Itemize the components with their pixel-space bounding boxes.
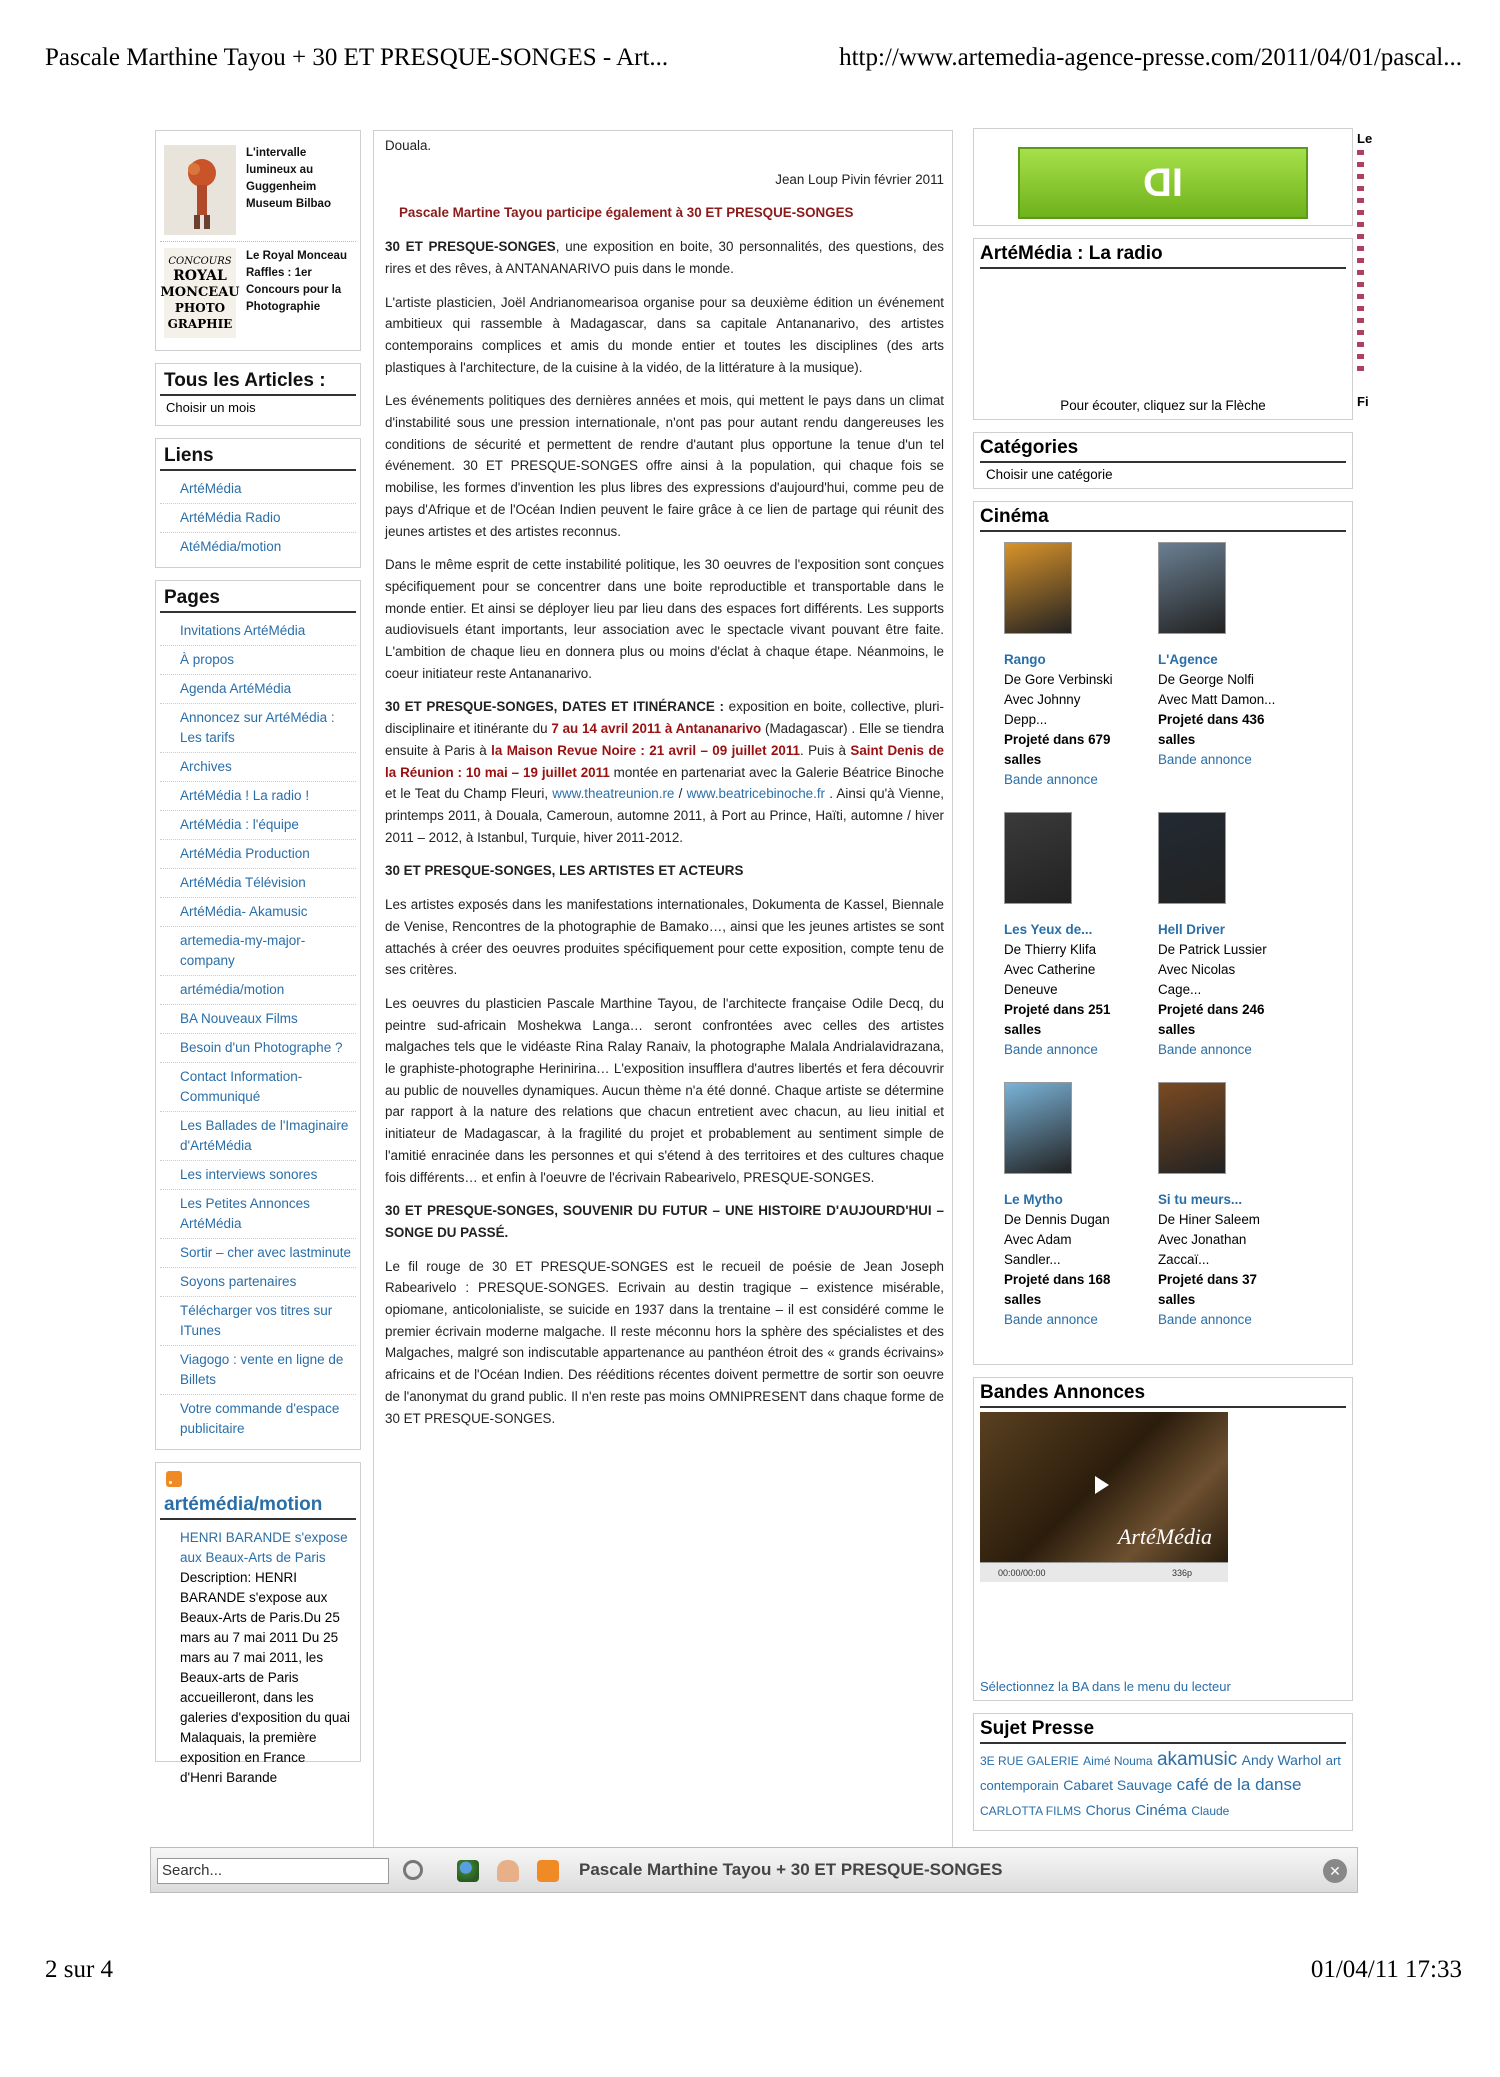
movie-poster[interactable] xyxy=(1158,812,1226,904)
play-icon[interactable] xyxy=(1095,1476,1109,1494)
movie-item xyxy=(1158,812,1312,1060)
movie-screens: salles xyxy=(1158,732,1196,747)
page-link[interactable]: Contact Information-Communiqué xyxy=(160,1063,356,1112)
movie-item xyxy=(1004,1082,1158,1330)
movie-item xyxy=(1004,542,1158,790)
svg-text:CONCOURS: CONCOURS xyxy=(168,256,232,267)
trailer-link[interactable]: Bande annonce xyxy=(1158,1042,1252,1057)
categories-title: Catégories xyxy=(980,437,1346,463)
heading-text: 30 ET PRESQUE-SONGES, SOUVENIR DU FUTUR – UNE HISTOIRE D'AUJOURD'HUI – SONGE DU PASSÉ. xyxy=(385,1203,944,1240)
page-link[interactable]: Sortir – cher avec lastminute xyxy=(160,1239,356,1268)
edge-text: Fi xyxy=(1357,394,1369,409)
tags-title: Sujet Presse xyxy=(980,1718,1346,1744)
movie-cast: Avec Matt Damon... xyxy=(1158,692,1276,707)
tag-link[interactable]: akamusic xyxy=(1156,1749,1238,1770)
date-highlight: Saint Denis de la Réunion : 10 mai – 19 juillet 2011 xyxy=(385,742,944,780)
article-paragraph xyxy=(385,236,944,279)
movie-screens: salles xyxy=(1004,752,1042,767)
rss-icon[interactable] xyxy=(166,1471,182,1487)
trailer-link[interactable]: Bande annonce xyxy=(1158,1312,1252,1327)
movie-screens: Projeté dans 679 xyxy=(1004,732,1111,747)
movie-title[interactable]: L'Agence xyxy=(1158,652,1218,667)
movie-item xyxy=(1158,542,1312,790)
page-link[interactable]: ArtéMédia Production xyxy=(160,840,356,869)
paragraph-text: , une exposition en boite, 30 personnalités, des questions, des rires et des rêves, à ANTANANARIVO puis dans le monde. xyxy=(385,239,945,276)
edge-icons xyxy=(1357,150,1364,372)
date-highlight: 7 au 14 avril 2011 à Antananarivo xyxy=(551,721,762,737)
paragraph-text: exposition en boite, collective, pluri-disciplinaire et itinérante du xyxy=(385,699,944,737)
page-link[interactable]: Télécharger vos titres sur ITunes xyxy=(160,1297,356,1346)
movie-title[interactable]: Les Yeux de... xyxy=(1004,922,1093,937)
clipped-edge-column xyxy=(1357,131,1371,409)
categories-box xyxy=(973,432,1353,489)
player-logo: ArtéMédia xyxy=(1117,1524,1212,1549)
article-paragraph: Douala. xyxy=(385,138,432,153)
pages-box xyxy=(155,580,361,1450)
edge-text: Le xyxy=(1357,131,1373,146)
article-paragraph: Les oeuvres du plasticien Pascale Marthine Tayou, de l'architecte française Odile Decq, du peintre sud-africain Moshekwa Langa… seront confrontées avec celles des artistes malgaches tels que le vidéaste Rina Ralay Ranaiv, la photographe Malala Andrialavidrazana, le graphiste-photographe Herinirina… L'exposition insufflera d'autres libertés et fera découvrir au public de nouvelles dynamiques. Aucun thème n'a été donné. Chaque artiste se détermine par rapport à la nature des relations que chacun entretient avec chacun, au lieu initial et initiateur de Madagascar, à la fragilité du projet et probablement au sentiment simple de l'amitié enracinée dans les personnes et qui s'étend à des territoires et des cultures chaque fois différents… et enfin à l'oeuvre de l'écrivain Rabearivelo, PRESQUE-SONGES. xyxy=(385,995,944,1185)
tag-link[interactable]: Aimé Nouma xyxy=(1083,1754,1153,1768)
cinema-title: Cinéma xyxy=(980,506,1346,532)
article-paragraph-dates xyxy=(385,696,944,848)
page-link[interactable]: Votre commande d'espace publicitaire xyxy=(180,1401,340,1436)
beatricebinoche-link[interactable]: www.beatricebinoche.fr xyxy=(686,786,825,802)
link-artemedia-radio[interactable]: ArtéMédia Radio xyxy=(160,504,356,533)
banner-label: ID xyxy=(1143,160,1183,205)
page-link[interactable]: ArtéMédia ! La radio ! xyxy=(160,782,356,811)
page-link[interactable]: artémédia/motion xyxy=(160,976,356,1005)
article-paragraph: Dans le même esprit de cette instabilité politique, les 30 oeuvres de l'exposition sont conçues spécifiquement pour se concentrer dans une boite reproductible et transportable dans le monde entier. Et ainsi se déployer lieu par lieu dans des espaces fort différents. Les supports audiovisuels étant importants, leur association avec le spectacle vivant pouvant être faite. L'ambition de chaque lieu en donnera plus ou moins d'éclat à chaque étape. Néanmoins, le coeur initiateur reste Antananarivo. xyxy=(385,557,944,681)
section-heading xyxy=(385,860,944,882)
trailer-link[interactable]: Bande annonce xyxy=(1158,752,1252,767)
print-header-title: Pascale Marthine Tayou + 30 ET PRESQUE-SONGES - Art... xyxy=(45,44,669,71)
pages-title: Pages xyxy=(160,585,356,613)
paragraph-text: . Puis à xyxy=(800,742,851,758)
page-link[interactable]: Soyons partenaires xyxy=(160,1268,356,1297)
movie-title[interactable]: Le Mytho xyxy=(1004,1192,1063,1207)
guggenheim-thumbnail[interactable] xyxy=(164,145,236,235)
page-link[interactable]: BA Nouveaux Films xyxy=(160,1005,356,1034)
page-link[interactable]: artemedia-my-major-company xyxy=(160,927,356,976)
movie-cast: Zaccaï... xyxy=(1158,1252,1210,1267)
trailers-title: Bandes Annonces xyxy=(980,1382,1346,1408)
month-select[interactable]: Choisir un mois xyxy=(166,400,256,415)
page-link[interactable]: ArtéMédia- Akamusic xyxy=(160,898,356,927)
page-link[interactable]: Agenda ArtéMédia xyxy=(160,675,356,704)
svg-text:MONCEAU: MONCEAU xyxy=(160,285,240,300)
tag-link[interactable]: Cabaret Sauvage xyxy=(1063,1777,1173,1793)
right-sidebar xyxy=(973,130,1353,1843)
paragraph-text: . Ainsi qu'à Vienne, printemps 2011, à Douala, Cameroun, automne 2011, à Port au Prince, Haïti, automne / hiver 2011 – 2012, à Istanbul, Turquie, hiver 2011-2012. xyxy=(385,786,944,845)
video-player[interactable] xyxy=(980,1412,1228,1582)
movie-director: De George Nolfi xyxy=(1158,672,1255,687)
print-footer-page: 2 sur 4 xyxy=(45,1956,114,1983)
movie-screens: Projeté dans 436 xyxy=(1158,712,1265,727)
archives-box xyxy=(155,363,361,426)
article-body xyxy=(373,130,953,1870)
featured-item[interactable] xyxy=(160,139,356,242)
close-icon[interactable]: ✕ xyxy=(1323,1859,1347,1883)
featured-caption[interactable]: Le Royal Monceau Raffles : 1er Concours pour la Photographie xyxy=(246,250,347,313)
tag-link[interactable]: Claude xyxy=(1191,1804,1230,1818)
movie-title[interactable]: Si tu meurs... xyxy=(1158,1192,1243,1207)
movie-screens: salles xyxy=(1158,1292,1196,1307)
movie-screens: Projeté dans 251 xyxy=(1004,1002,1111,1017)
paragraph-text: / xyxy=(674,786,687,802)
svg-text:GRAPHIE: GRAPHIE xyxy=(167,317,233,331)
player-controls[interactable] xyxy=(980,1562,1228,1582)
trailer-link[interactable]: Bande annonce xyxy=(1004,772,1098,787)
movie-cast: Avec Johnny xyxy=(1004,692,1081,707)
toolbar-search-input[interactable]: Search... xyxy=(157,1858,389,1884)
date-highlight: la Maison Revue Noire : 21 avril – 09 juillet 2011 xyxy=(491,742,800,758)
left-sidebar xyxy=(155,130,361,1785)
movie-cast: Depp... xyxy=(1004,712,1048,727)
tag-link[interactable]: Chorus xyxy=(1085,1802,1131,1818)
tag-link[interactable]: 3E RUE GALERIE xyxy=(980,1754,1079,1768)
tags-box xyxy=(973,1713,1353,1831)
movie-cast: Sandler... xyxy=(1004,1252,1061,1267)
movie-cast: Avec Catherine xyxy=(1004,962,1096,977)
trailer-link[interactable]: Bande annonce xyxy=(1004,1042,1098,1057)
movie-director: De Dennis Dugan xyxy=(1004,1212,1110,1227)
movie-screens: salles xyxy=(1004,1022,1042,1037)
archives-title: Tous les Articles : xyxy=(160,368,356,396)
page-link[interactable]: À propos xyxy=(160,646,356,675)
people-icon[interactable] xyxy=(457,1860,479,1882)
movie-item xyxy=(1158,1082,1312,1330)
print-header-url: http://www.artemedia-agence-presse.com/2011/04/01/pascal... xyxy=(839,44,1462,71)
page-link[interactable]: Les Ballades de l'Imaginaire d'ArtéMédia xyxy=(160,1112,356,1161)
motion-description: Description: HENRI BARANDE s'expose aux Beaux-Arts de Paris.Du 25 mars au 7 mai 2011 Du 25 mars au 7 mai 2011, les Beaux-arts de Paris accueilleront, dans les galeries d'exposition du quai Malaquais, la première exposition en France d'Henri Barande xyxy=(180,1570,350,1785)
print-footer-datetime: 01/04/11 17:33 xyxy=(1310,1956,1462,1983)
radio-hint: Pour écouter, cliquez sur la Flèche xyxy=(1060,398,1266,413)
movie-director: De Thierry Klifa xyxy=(1004,942,1097,957)
ad-box xyxy=(973,128,1353,226)
movie-screens: Projeté dans 168 xyxy=(1004,1272,1111,1287)
toolbar-page-title: Pascale Marthine Tayou + 30 ET PRESQUE-SONGES xyxy=(579,1860,1003,1879)
page-link[interactable]: Archives xyxy=(160,753,356,782)
article-signature: Jean Loup Pivin février 2011 xyxy=(775,171,944,187)
page-link[interactable]: Annoncez sur ArtéMédia : Les tarifs xyxy=(160,704,356,753)
tag-link[interactable]: café de la danse xyxy=(1176,1775,1302,1794)
tag-link[interactable]: Cinéma xyxy=(1135,1802,1187,1819)
page-link[interactable]: Viagogo : vente en ligne de Billets xyxy=(160,1346,356,1395)
movie-cast: Avec Jonathan xyxy=(1158,1232,1247,1247)
movie-director: De Hiner Saleem xyxy=(1158,1212,1260,1227)
page-link[interactable]: Les interviews sonores xyxy=(160,1161,356,1190)
article-paragraph: Le fil rouge de 30 ET PRESQUE-SONGES est le recueil de poésie de Jean Joseph Rabearivelo : PRESQUE-SONGES. Ecrivain au destin tragique – existence misérable, opiomane, anticolonialiste, se suicide en 1937 dans la trentaine – il est considéré comme le premier écrivain moderne malgache. Il reste méconnu hors la sphère des spécialistes et des Malgaches, malgré son indiscutable appartenance au panthéon étroit des « grands écrivains» africains et de l'Océan Indien. Des rééditions récentes doivent permettre de sortir son oeuvre de l'anonymat du grand public. Il n'en reste pas moins OMNIPRESENT dans chaque forme de 30 ET PRESQUE-SONGES. xyxy=(385,1258,944,1426)
motion-box xyxy=(155,1462,361,1785)
trailer-link[interactable]: Bande annonce xyxy=(1004,1312,1098,1327)
movie-cast: Deneuve xyxy=(1004,982,1058,997)
tag-link[interactable]: art contemporain xyxy=(980,1753,1341,1793)
movie-item xyxy=(1004,812,1158,1060)
section-heading xyxy=(385,1200,944,1243)
movie-poster[interactable] xyxy=(1158,542,1226,634)
theatreunion-link[interactable]: www.theatreunion.re xyxy=(552,786,675,802)
tag-link[interactable]: CARLOTTA FILMS xyxy=(980,1804,1082,1818)
svg-text:ROYAL: ROYAL xyxy=(173,268,227,284)
category-select[interactable]: Choisir une catégorie xyxy=(986,467,1113,482)
movie-screens: Projeté dans 246 xyxy=(1158,1002,1265,1017)
movie-screens: Projeté dans 37 xyxy=(1158,1272,1257,1287)
motion-title[interactable]: artémédia/motion xyxy=(160,1492,356,1520)
cinema-grid xyxy=(980,536,1346,1358)
search-icon[interactable] xyxy=(403,1860,423,1880)
movie-cast: Avec Adam xyxy=(1004,1232,1072,1247)
article-paragraph: Les événements politiques des dernières années et mois, qui mettent le pays dans un climat d'instabilité sous une pression internationale, n'ont pas pour autant rendu dangereuses les conditions de sécurité et permettent de rendre d'autant plus opportune la tenue d'un tel événement. 30 ET PRESQUE-SONGES offre ainsi à la population, qui chaque fois se mobilise, les formes d'invention les plus libres des expressions d'aujourd'hui, comme peu de pays d'Afrique et de l'Océan Indien peuvent le faire grâce à ce lien de partage qui réunit des jeunes artistes et des artistes reconnus. xyxy=(385,393,944,539)
page-link[interactable]: ArtéMédia Télévision xyxy=(160,869,356,898)
featured-item[interactable] xyxy=(160,242,356,344)
movie-director: De Patrick Lussier xyxy=(1158,942,1267,957)
trailers-box xyxy=(973,1377,1353,1701)
links-box xyxy=(155,438,361,568)
links-title: Liens xyxy=(160,443,356,471)
movie-title[interactable]: Hell Driver xyxy=(1158,922,1225,937)
motion-link[interactable]: HENRI BARANDE s'expose aux Beaux-Arts de Paris xyxy=(180,1530,348,1565)
radio-box xyxy=(973,238,1353,420)
movie-poster[interactable] xyxy=(1158,1082,1226,1174)
bold-lead: 30 ET PRESQUE-SONGES xyxy=(385,239,556,255)
trailers-hint: Sélectionnez la BA dans le menu du lecteur xyxy=(980,1679,1231,1694)
green-banner-button[interactable] xyxy=(1018,147,1308,219)
movie-poster[interactable] xyxy=(1004,542,1072,634)
rss-feed-icon[interactable] xyxy=(537,1860,559,1882)
player-time: 00:00/00:00 xyxy=(998,1568,1046,1578)
article-subtitle: Pascale Martine Tayou participe également à 30 ET PRESQUE-SONGES xyxy=(399,205,854,221)
movie-screens: salles xyxy=(1158,1022,1196,1037)
featured-caption[interactable]: L'intervalle lumineux au Guggenheim Museum Bilbao xyxy=(246,147,331,210)
tag-cloud xyxy=(980,1748,1346,1823)
heading-text: 30 ET PRESQUE-SONGES, LES ARTISTES ET ACTEURS xyxy=(385,863,744,879)
movie-screens: salles xyxy=(1004,1292,1042,1307)
dates-heading: 30 ET PRESQUE-SONGES, DATES ET ITINÉRANCE : xyxy=(385,699,724,715)
svg-text:PHOTO: PHOTO xyxy=(174,301,226,315)
page-link[interactable]: ArtéMédia : l'équipe xyxy=(160,811,356,840)
movie-cast: Avec Nicolas xyxy=(1158,962,1236,977)
movie-director: De Gore Verbinski xyxy=(1004,672,1113,687)
article-paragraph: L'artiste plasticien, Joël Andrianomearisoa organise pour sa deuxième édition un événement ambitieux qui rassemble à Madagascar, dans sa capitale Antananarivo, des artistes contemporains complices et amis du monde entier et toutes les disciplines (des arts plastiques à l'architecture, de la cuisine à la vidéo, de la littérature à la musique). xyxy=(385,294,944,375)
cinema-box xyxy=(973,501,1353,1365)
movie-poster[interactable] xyxy=(1004,812,1072,904)
tag-link[interactable]: Andy Warhol xyxy=(1241,1752,1322,1768)
player-quality[interactable]: 336p xyxy=(1171,1568,1192,1578)
movie-poster[interactable] xyxy=(1004,1082,1072,1174)
movie-cast: Cage... xyxy=(1158,982,1202,997)
concours-thumbnail[interactable] xyxy=(160,248,240,338)
link-artemedia[interactable]: ArtéMédia xyxy=(160,475,356,504)
page-link[interactable]: Invitations ArtéMédia xyxy=(160,617,356,646)
floating-toolbar xyxy=(150,1847,1358,1893)
paragraph-text: (Madagascar) . Elle se tiendra ensuite à Paris à xyxy=(385,721,944,758)
featured-box xyxy=(155,130,361,351)
link-atemedia-motion[interactable]: AtéMédia/motion xyxy=(180,539,282,554)
article-paragraph: Les artistes exposés dans les manifestations internationales, Dokumenta de Kassel, Biennale de Venise, Rencontres de la photographie de Bamako…, ainsi que les jeunes artistes se sont attachés à créer des oeuvres produites spécifiquement pour cette exposition, compte tenu de ses critères. xyxy=(385,897,944,978)
radio-title: ArtéMédia : La radio xyxy=(980,243,1346,269)
page-link[interactable]: Les Petites Annonces ArtéMédia xyxy=(160,1190,356,1239)
page-link[interactable]: Besoin d'un Photographe ? xyxy=(160,1034,356,1063)
paragraph-text: montée en partenariat avec la Galerie Béatrice Binoche et le Teat du Champ Fleuri, xyxy=(385,764,944,802)
hand-icon[interactable] xyxy=(497,1860,519,1882)
movie-title[interactable]: Rango xyxy=(1004,652,1046,667)
